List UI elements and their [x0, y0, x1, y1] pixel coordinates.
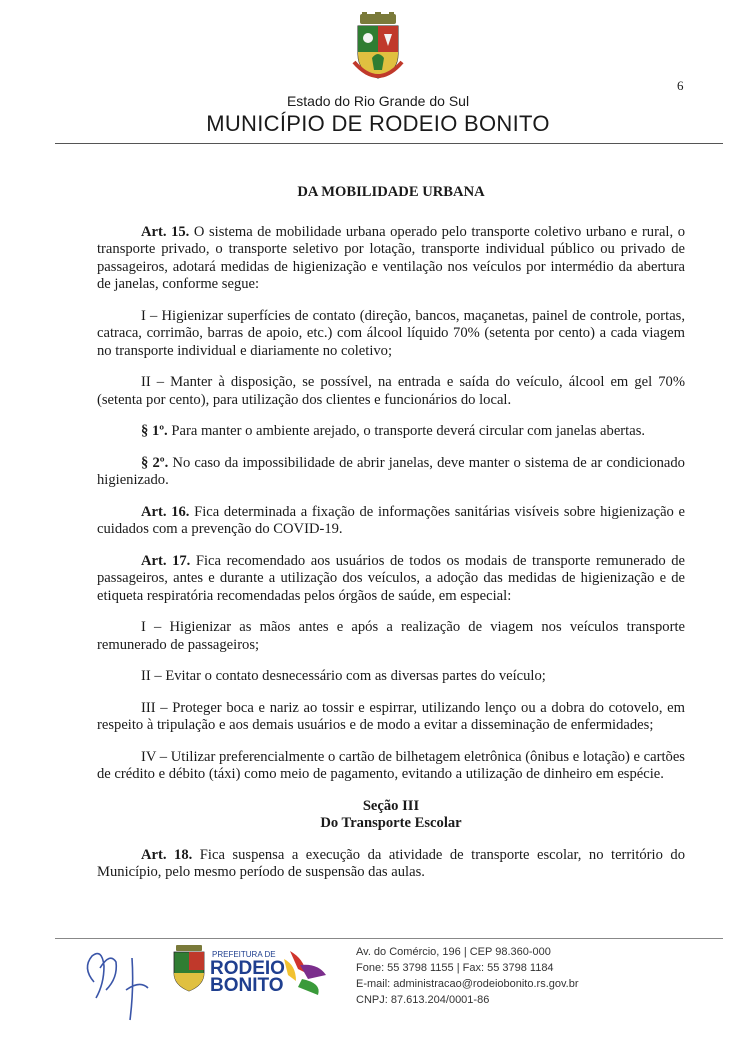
section-subtitle: Do Transporte Escolar: [320, 815, 462, 831]
paragraph-1: [97, 423, 685, 441]
handwritten-signature: [80, 938, 160, 1028]
article-15: [97, 224, 685, 294]
article-15-item-ii: II – Manter à disposição, se possível, na entrada e saída do veículo, álcool em gel 70% (setenta por cento), para utilização dos clientes e funcionários do local.: [97, 374, 685, 408]
article-15-item-i: I – Higienizar superfícies de contato (direção, bancos, maçanetas, painel de controle, portas, catraca, corrimão, barras de apoio, etc.) com álcool líquido 70% (setenta por cento) a cada viagem no transporte individual e diariamente no coletivo;: [97, 307, 685, 359]
contact-block: [356, 944, 579, 1008]
paragraph-text: No caso da impossibilidade de abrir janelas, deve manter o sistema de ar condicionado higienizado.: [97, 454, 685, 488]
article-label: Art. 16.: [141, 503, 190, 520]
footer-crest-icon: [174, 945, 204, 991]
article-17: [97, 553, 685, 606]
address-line: Av. do Comércio, 196 | CEP 98.360-000: [356, 946, 551, 958]
paragraph-label: § 1º.: [141, 423, 168, 439]
logo-line-2: BONITO: [210, 975, 284, 995]
phone-line: Fone: 55 3798 1155 | Fax: 55 3798 1184: [356, 962, 554, 974]
cnpj-line: CNPJ: 87.613.204/0001-86: [356, 994, 490, 1006]
section-title: Seção III: [362, 797, 420, 814]
article-17-item-i: I – Higienizar as mãos antes e após a realização de viagem nos veículos transporte remunerado de passageiros;: [97, 619, 685, 653]
page-number: 6: [677, 78, 684, 93]
document-body: [97, 184, 685, 896]
paragraph-2: [97, 455, 685, 490]
article-18: [97, 847, 685, 882]
prefeitura-logo: [172, 945, 332, 995]
coat-of-arms-icon: [352, 12, 404, 86]
logo-swoosh-icon: [284, 951, 326, 995]
article-label: Art. 17.: [141, 552, 191, 569]
article-label: Art. 15.: [141, 223, 190, 240]
article-text: Fica determinada a fixação de informações sanitárias visíveis sobre higienização e cuidados com a prevenção do COVID-19.: [97, 503, 685, 537]
section-heading: DA MOBILIDADE URBANA: [297, 184, 485, 200]
article-label: Art. 18.: [141, 846, 193, 863]
article-text: Fica recomendado aos usuários de todos os modais de transporte remunerado de passageiros, antes e durante a utilização dos veículos, a adoção das medidas de higienização e de etiqueta respiratória recomendadas pelos órgãos de saúde, em especial:: [97, 552, 685, 604]
logo-prefix: PREFEITURA DE: [212, 950, 276, 959]
article-text: O sistema de mobilidade urbana operado pelo transporte coletivo urbano e rural, o transporte privado, o transporte seletivo por lotação, transporte individual público ou privado de passageiros, adotará medidas de higienização e ventilação nos veículos por intermédio da abertura de janelas, conforme segue:: [97, 223, 685, 292]
paragraph-label: § 2º.: [141, 454, 169, 471]
article-17-item-ii: II – Evitar o contato desnecessário com as diversas partes do veículo;: [141, 668, 546, 684]
email-line: E-mail: administracao@rodeiobonito.rs.gov.br: [356, 978, 579, 990]
municipality-name: MUNICÍPIO DE RODEIO BONITO: [206, 111, 550, 136]
header-divider: [55, 143, 723, 144]
state-name: Estado do Rio Grande do Sul: [286, 93, 470, 109]
logo-line-1: RODEIO: [210, 958, 285, 979]
article-17-item-iv: IV – Utilizar preferencialmente o cartão de bilhetagem eletrônica (ônibus e lotação) e cartões de crédito e débito (táxi) como meio de pagamento, evitando a utilização de dinheiro em espécie.: [97, 748, 685, 782]
article-16: [97, 504, 685, 539]
article-text: Fica suspensa a execução da atividade de transporte escolar, no território do Município, pelo mesmo período de suspensão das aulas.: [97, 846, 685, 880]
article-17-item-iii: III – Proteger boca e nariz ao tossir e espirrar, utilizando lenço ou a dobra do cotovelo, em respeito à tripulação e aos demais usuários e de modo a evitar a disseminação de enfermidades;: [97, 699, 685, 733]
paragraph-text: Para manter o ambiente arejado, o transporte deverá circular com janelas abertas.: [167, 423, 646, 439]
